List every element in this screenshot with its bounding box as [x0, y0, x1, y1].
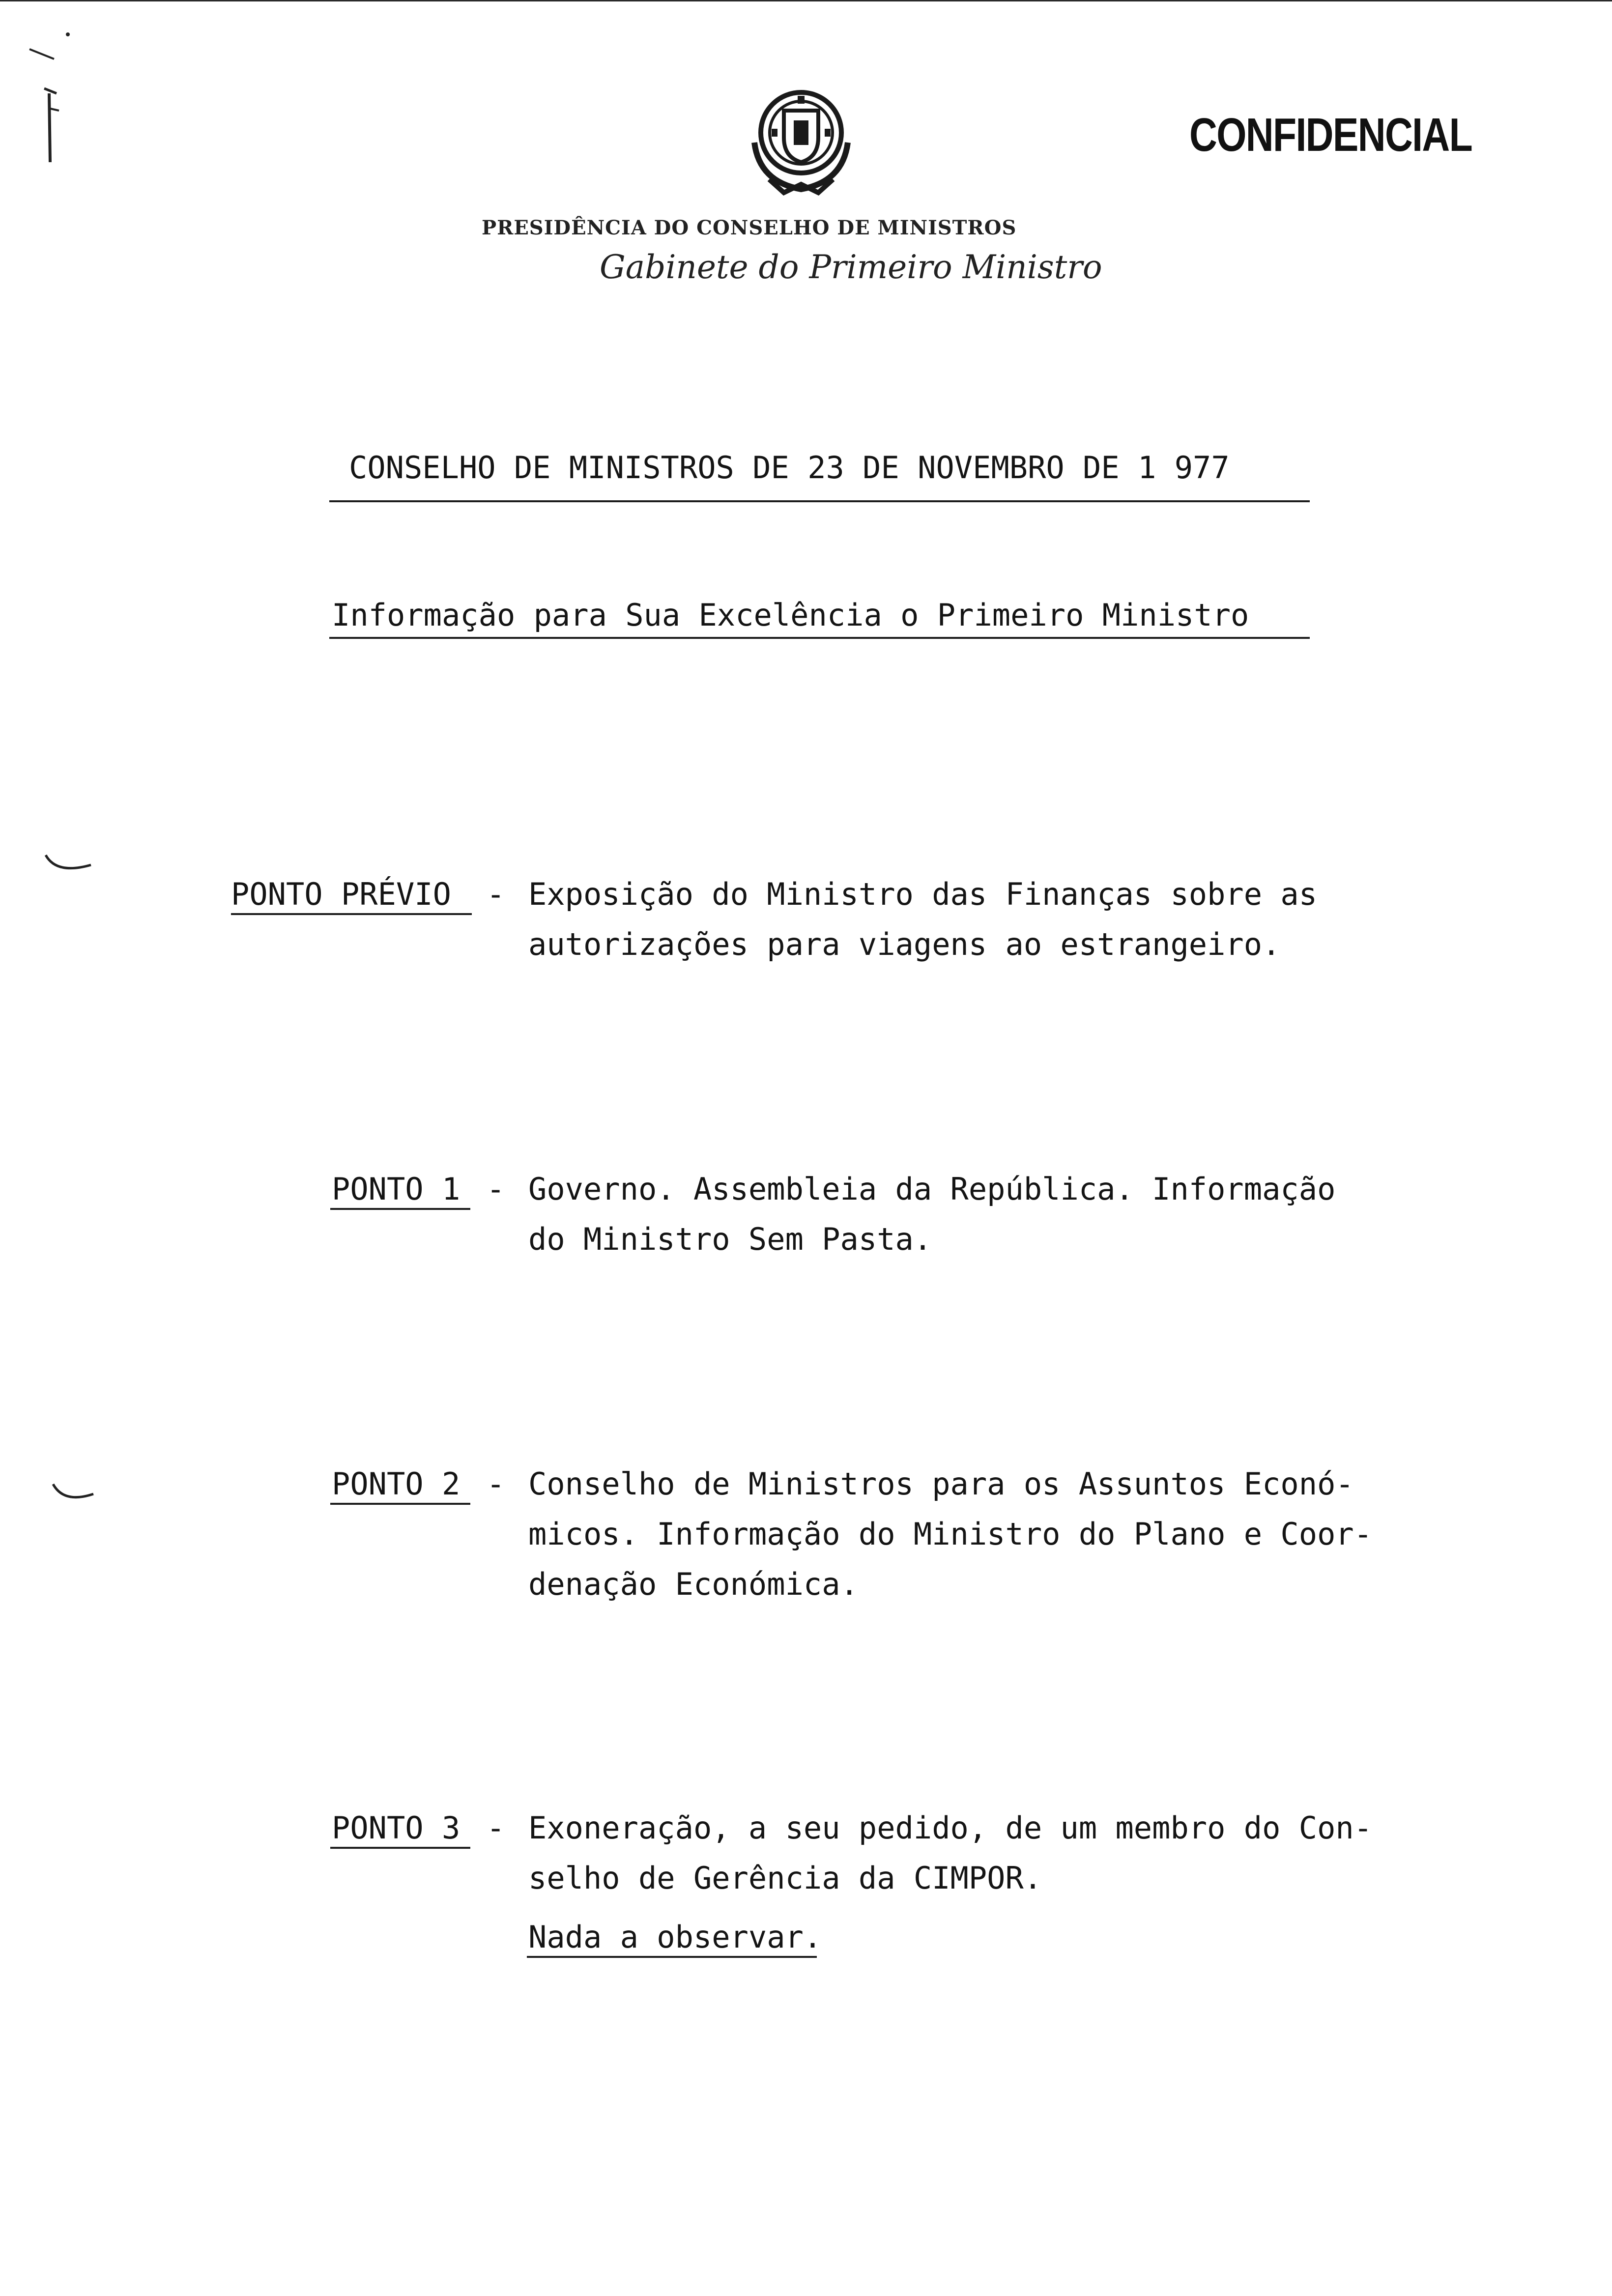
item-label: PONTO 1	[332, 1171, 461, 1207]
subtitle-underline	[329, 637, 1310, 639]
tick-mark-icon	[42, 850, 96, 880]
institution-name: PRESIDÊNCIA DO CONSELHO DE MINISTROS	[482, 216, 1017, 239]
item-text-line: do Ministro Sem Pasta.	[528, 1221, 932, 1257]
item-label-underline	[231, 913, 472, 915]
item-separator: -	[487, 876, 505, 912]
cabinet-name: Gabinete do Primeiro Ministro	[600, 248, 1102, 286]
item-separator: -	[487, 1810, 505, 1846]
item-text-line: Conselho de Ministros para os Assuntos Econó-	[528, 1466, 1354, 1502]
item-text-line: denação Económica.	[528, 1566, 859, 1602]
item-text-line: Exposição do Ministro das Finanças sobre as	[528, 876, 1318, 912]
portuguese-coat-of-arms-icon	[740, 84, 863, 201]
item-text-line: autorizações para viagens ao estrangeiro.	[528, 926, 1281, 962]
item-label: PONTO 2	[332, 1466, 461, 1502]
note-underline	[527, 1956, 817, 1958]
item-label: PONTO PRÉVIO	[231, 876, 451, 912]
document-subtitle: Informação para Sua Excelência o Primeiro Ministro	[332, 597, 1249, 633]
item-text-line: Governo. Assembleia da República. Informação	[528, 1171, 1336, 1207]
item-text-line: Exoneração, a seu pedido, de um membro do Con-	[528, 1810, 1373, 1846]
item-label-underline	[330, 1847, 470, 1849]
title-underline	[329, 500, 1310, 502]
item-label-underline	[330, 1208, 470, 1210]
document-title: CONSELHO DE MINISTROS DE 23 DE NOVEMBRO DE 1 977	[349, 450, 1230, 486]
confidential-stamp: CONFIDENCIAL	[1189, 109, 1472, 161]
margin-punch-mark-icon	[20, 20, 88, 177]
item-label-underline	[330, 1503, 470, 1505]
item-separator: -	[487, 1171, 505, 1207]
tick-mark-icon	[49, 1479, 98, 1509]
item-note: Nada a observar.	[528, 1919, 822, 1955]
item-text-line: selho de Gerência da CIMPOR.	[528, 1860, 1042, 1896]
item-text-line: micos. Informação do Ministro do Plano e Coor-	[528, 1516, 1373, 1552]
item-separator: -	[487, 1466, 505, 1502]
item-label: PONTO 3	[332, 1810, 461, 1846]
